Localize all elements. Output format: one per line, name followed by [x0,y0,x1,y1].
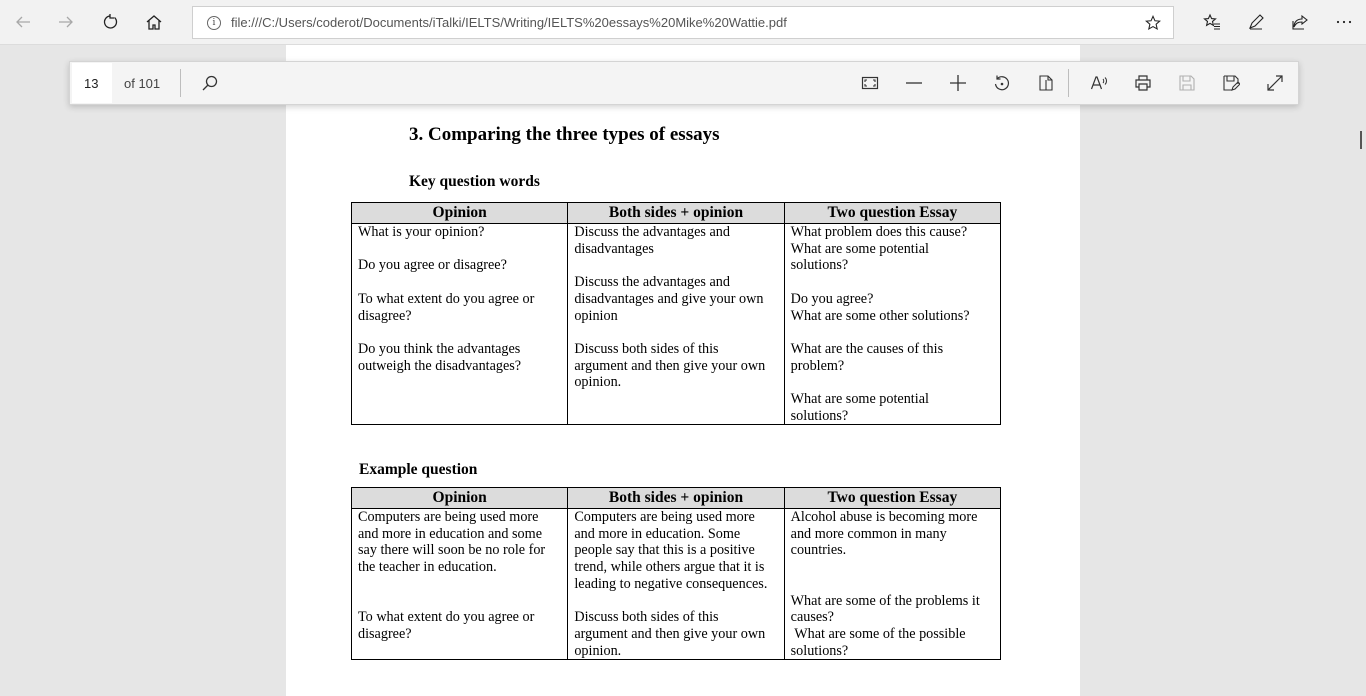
cell-line: people say that this is a positive [574,542,755,559]
address-bar[interactable] [192,6,1174,39]
cell-line: To what extent do you agree or [358,290,535,307]
cell-line: and more common in many [790,525,947,542]
share-button[interactable] [1278,6,1322,38]
toolbar-divider [1068,69,1069,97]
refresh-button[interactable] [93,6,127,38]
cell-line [791,324,996,341]
read-aloud-icon [1090,74,1108,92]
address-url[interactable]: file:///C:/Users/coderot/Documents/iTalki/IELTS/Writing/IELTS%20essays%20Mike%20Wattie.pdf [231,15,787,30]
cell-line: opinion. [574,642,622,659]
cell-line: Computers are being used more [574,509,755,525]
fullscreen-button[interactable] [1253,63,1297,103]
cell-line: Discuss the advantages and [574,274,730,291]
cell-line [358,274,563,291]
save-as-icon [1222,74,1240,92]
table-cell [568,509,784,660]
table-cell [568,224,784,425]
cell-line: What problem does this cause? [790,224,968,240]
cell-line: trend, while others argue that it is [574,559,765,576]
cell-line: Do you think the advantages [358,340,521,357]
cell-line: problem? [790,357,845,374]
cell-line [358,593,563,610]
cell-line: Do you agree or disagree? [358,257,507,274]
refresh-icon [101,13,119,31]
home-button[interactable] [137,6,171,38]
cell-line: disadvantages [574,240,654,257]
plus-icon [949,74,967,92]
save-as-button[interactable] [1209,63,1253,103]
print-icon [1134,74,1152,92]
cell-line: argument and then give your own [574,357,766,374]
cell-line: solutions? [790,407,849,424]
cell-line: Do you agree? [790,290,874,307]
cell-line: causes? [790,609,834,626]
cell-line: opinion [574,307,618,324]
arrow-left-icon [14,13,32,31]
zoom-out-button[interactable] [892,63,936,103]
cell-line: outweigh the disadvantages? [358,357,522,374]
minus-icon [905,74,923,92]
pen-icon [1247,13,1265,31]
key-words-heading: Key question words [409,173,540,190]
cell-line: disadvantages and give your own [574,290,764,307]
cell-line: What are some potential [790,391,929,408]
cell-line: What is your opinion? [358,224,485,240]
save-icon [1178,74,1196,92]
example-table [351,487,1001,660]
web-note-button[interactable] [1234,6,1278,38]
cell-line [791,374,996,391]
star-icon [1145,15,1161,31]
cell-line: Alcohol abuse is becoming more [790,509,978,525]
cell-line: Computers are being used more [358,509,539,525]
cell-line [358,241,563,258]
rotate-icon [993,74,1011,92]
cell-line [574,324,779,341]
browser-toolbar [0,0,1366,45]
cell-line [791,576,996,593]
table-cell [784,509,1000,660]
cell-line: What are some of the problems it [790,592,980,609]
favorite-button[interactable] [1133,7,1173,38]
section-heading: 3. Comparing the three types of essays [409,124,720,145]
cell-line: disagree? [358,307,412,324]
print-button[interactable] [1121,63,1165,103]
cell-line: and more in education. Some [574,525,741,542]
cell-line: Discuss both sides of this [574,609,719,626]
cell-line: What are some potential [790,240,929,257]
back-button[interactable] [6,6,40,38]
more-button[interactable] [1322,6,1366,38]
expand-icon [1266,74,1284,92]
cell-line: Discuss the advantages and [574,224,730,240]
table-header: Two question Essay [784,203,1000,224]
example-heading: Example question [359,461,478,478]
page-layout-icon [1037,74,1055,92]
cell-line: and more in education and some [358,525,542,542]
cell-line [358,576,563,593]
cell-line: opinion. [574,374,622,391]
cell-line: leading to negative consequences. [574,575,768,592]
cell-line [574,593,779,610]
arrow-right-icon [57,13,75,31]
cell-line [574,257,779,274]
page-count: of 101 [124,75,161,91]
cell-line: the teacher in education. [358,559,497,576]
scrollbar-thumb[interactable] [1360,131,1362,149]
favorites-hub-button[interactable] [1190,6,1234,38]
toolbar-divider [180,69,181,97]
cell-line [791,559,996,576]
table-cell [352,509,568,660]
pdf-toolbar [69,61,1299,105]
cell-line: say there will soon be no role for [358,542,546,559]
cell-line: countries. [790,542,847,559]
read-aloud-button[interactable] [1077,63,1121,103]
cell-line [358,324,563,341]
save-button[interactable] [1165,63,1209,103]
cell-line: solutions? [790,257,849,274]
rotate-button[interactable] [980,63,1024,103]
cell-line: Discuss both sides of this [574,340,719,357]
cell-line: To what extent do you agree or [358,609,535,626]
favorites-list-icon [1203,13,1221,31]
table-header: Both sides + opinion [568,203,784,224]
cell-line: What are the causes of this [790,340,944,357]
more-icon [1335,13,1353,31]
home-icon [145,13,163,31]
table-cell [352,224,568,425]
cell-line: What are some of the possible [790,625,966,642]
info-icon[interactable]: i [207,16,221,30]
share-icon [1291,13,1309,31]
key-words-table [351,202,1001,425]
zoom-in-button[interactable] [936,63,980,103]
table-header: Both sides + opinion [568,488,784,509]
table-header: Opinion [352,488,568,509]
page-number-input[interactable]: 13 [72,63,112,103]
cell-line: argument and then give your own [574,625,766,642]
fit-to-page-button[interactable] [848,63,892,103]
table-header: Opinion [352,203,568,224]
forward-button[interactable] [49,6,83,38]
cell-line: disagree? [358,625,412,642]
table-header: Two question Essay [784,488,1000,509]
fit-page-icon [861,74,879,92]
page-layout-button[interactable] [1024,63,1068,103]
cell-line: solutions? [790,642,849,659]
cell-line: What are some other solutions? [790,307,970,324]
search-button[interactable] [188,63,232,103]
table-cell [784,224,1000,425]
search-icon [201,74,219,92]
cell-line [791,274,996,291]
